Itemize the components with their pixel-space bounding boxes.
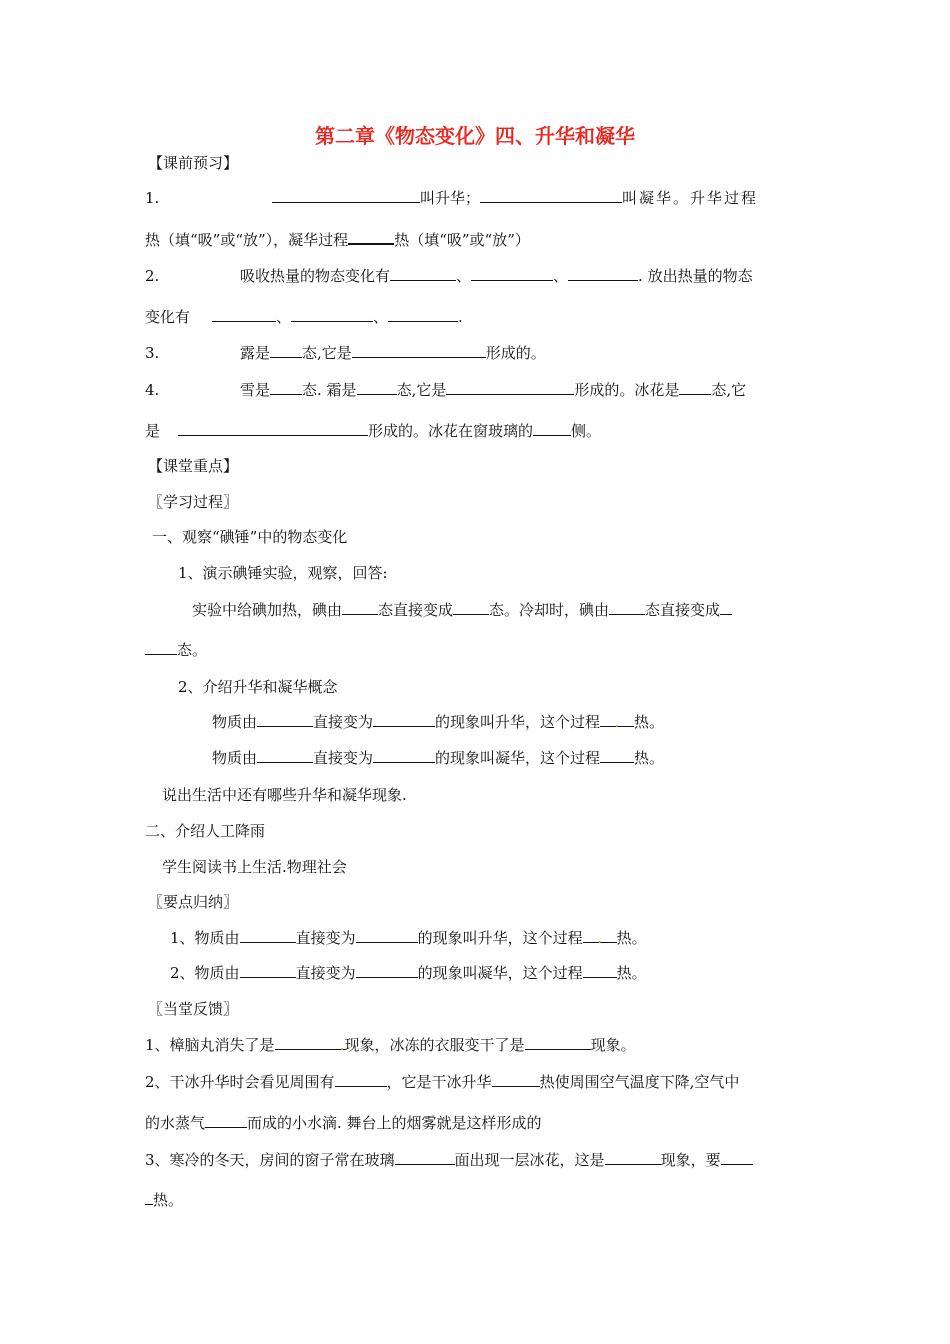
concept-text-heat: 热。 bbox=[616, 964, 647, 982]
summary-label: 〖要点归纳〗 bbox=[148, 893, 239, 911]
section-preview-heading: 【课前预习】 bbox=[148, 154, 239, 172]
observe-step-1: 1、演示碘锤实验，观察，回答: bbox=[178, 564, 388, 582]
feedback-text: 2、干冰升华时会看见周围有 bbox=[145, 1073, 335, 1091]
blank[interactable] bbox=[492, 1072, 540, 1087]
q4-line-2 bbox=[145, 421, 601, 441]
blank[interactable] bbox=[352, 343, 486, 358]
rain-heading: 二、介绍人工降雨 bbox=[145, 822, 266, 840]
blank[interactable] bbox=[600, 748, 634, 763]
q1-text-a: 叫升华； bbox=[420, 189, 481, 207]
separator: 、 bbox=[553, 267, 569, 285]
blank[interactable] bbox=[212, 307, 276, 322]
blank[interactable] bbox=[356, 963, 418, 978]
exp-text-e: 态。 bbox=[177, 641, 208, 659]
exp-text-a: 实验中给碘加热，碘由 bbox=[192, 601, 343, 619]
concept-text-c: 的现象叫升华，这个过程 bbox=[417, 929, 583, 947]
blank[interactable] bbox=[720, 600, 732, 615]
blank[interactable] bbox=[145, 640, 177, 655]
concept-text-c: 的现象叫凝华，这个过程 bbox=[435, 749, 601, 767]
feedback-text: 3、寒冷的冬天，房间的窗子常在玻璃 bbox=[145, 1151, 395, 1169]
blank[interactable] bbox=[525, 1035, 591, 1050]
q4-number: 4. bbox=[145, 381, 160, 399]
blank[interactable] bbox=[205, 1113, 247, 1128]
experiment-line-2 bbox=[145, 640, 207, 660]
q1-number: 1. bbox=[145, 189, 160, 207]
concept-text-heat: 热。 bbox=[616, 929, 647, 947]
summary-item-1 bbox=[170, 928, 647, 948]
concept-text-a: 物质由 bbox=[194, 929, 240, 947]
concept-text-a: 物质由 bbox=[194, 964, 240, 982]
rain-read: 学生阅读书上生活.物理社会 bbox=[162, 858, 347, 876]
separator: 、 bbox=[373, 308, 389, 326]
q4-line bbox=[240, 380, 746, 400]
q4-text-b: 态. 霜是 bbox=[302, 381, 357, 399]
q1-line-2 bbox=[145, 229, 530, 250]
q2-line bbox=[240, 266, 753, 286]
concept-text-b: 直接变为 bbox=[295, 964, 356, 982]
q4-text-e: 态,它 bbox=[711, 381, 747, 399]
q3-text-c: 形成的。 bbox=[485, 344, 546, 362]
blank[interactable] bbox=[270, 380, 302, 395]
blank[interactable] bbox=[568, 266, 638, 281]
concept-text-a: 物质由 bbox=[212, 749, 258, 767]
mark-dot: . bbox=[614, 713, 620, 731]
blank[interactable] bbox=[480, 188, 622, 203]
feedback-text: 热使周围空气温度下降,空气中 bbox=[539, 1073, 740, 1091]
blank[interactable] bbox=[257, 712, 313, 727]
blank[interactable] bbox=[357, 380, 397, 395]
period: . bbox=[458, 308, 463, 326]
mark-dot: . bbox=[339, 1036, 345, 1054]
concept-deposition bbox=[212, 748, 664, 768]
blank[interactable] bbox=[388, 307, 458, 322]
blank[interactable] bbox=[373, 748, 435, 763]
q2-number: 2. bbox=[145, 267, 160, 285]
summary-num: 2、 bbox=[170, 964, 195, 982]
q4-text-h: 侧。 bbox=[571, 422, 602, 440]
blank[interactable] bbox=[257, 748, 313, 763]
feedback-2 bbox=[145, 1072, 739, 1092]
q1-text-b: 叫凝华。升华过程 bbox=[622, 189, 759, 207]
q4-text-c: 态,它是 bbox=[396, 381, 447, 399]
blank[interactable] bbox=[605, 1150, 661, 1165]
process-label: 〖学习过程〗 bbox=[148, 493, 239, 511]
observe-step-2: 2、介绍升华和凝华概念 bbox=[178, 678, 338, 696]
q1-text-d: 热（填“吸”或“放”） bbox=[394, 231, 530, 249]
feedback-text: 现象，要 bbox=[660, 1151, 721, 1169]
blank[interactable] bbox=[600, 712, 634, 731]
mark-dot: . bbox=[597, 929, 602, 947]
blank[interactable] bbox=[373, 712, 435, 727]
concept-text-heat: 热。 bbox=[634, 713, 665, 731]
blank[interactable] bbox=[178, 421, 368, 436]
q4-text-g: 形成的。冰花在窗玻璃的 bbox=[368, 422, 534, 440]
concept-text-c: 的现象叫升华，这个过程 bbox=[435, 713, 601, 731]
separator: 、 bbox=[456, 267, 472, 285]
q4-text-a: 雪是 bbox=[240, 381, 271, 399]
blank[interactable] bbox=[342, 600, 378, 615]
blank[interactable] bbox=[446, 380, 574, 395]
life-question: 说出生活中还有哪些升华和凝华现象. bbox=[162, 786, 407, 804]
page-title: 第二章《物态变化》四、升华和凝华 bbox=[315, 124, 635, 148]
q3-text-b: 态,它是 bbox=[302, 344, 352, 362]
feedback-label: 〖当堂反馈〗 bbox=[148, 1000, 239, 1018]
q3-text-a: 露是 bbox=[240, 344, 271, 362]
blank[interactable] bbox=[356, 928, 418, 943]
summary-item-2 bbox=[170, 963, 647, 983]
concept-text-a: 物质由 bbox=[212, 713, 258, 731]
feedback-text: 热。 bbox=[153, 1191, 184, 1209]
blank[interactable] bbox=[583, 963, 617, 978]
section-key-heading: 【课堂重点】 bbox=[148, 457, 239, 475]
blank[interactable] bbox=[291, 307, 373, 322]
q4-text-d: 形成的。冰花是 bbox=[574, 381, 680, 399]
blank[interactable] bbox=[533, 421, 571, 436]
experiment-line bbox=[192, 600, 732, 620]
q2-text-b: . 放出热量的物态 bbox=[638, 267, 753, 285]
blank[interactable] bbox=[335, 1072, 387, 1087]
separator: 、 bbox=[276, 308, 292, 326]
q2-line-2 bbox=[145, 307, 463, 327]
blank[interactable] bbox=[275, 1035, 345, 1054]
blank[interactable] bbox=[721, 1150, 753, 1165]
blank[interactable] bbox=[395, 1150, 455, 1165]
exp-text-c: 态。冷却时，碘由 bbox=[489, 601, 610, 619]
concept-text-b: 直接变为 bbox=[313, 713, 374, 731]
summary-num: 1、 bbox=[170, 929, 195, 947]
feedback-text: 1、樟脑丸消失了是 bbox=[145, 1036, 275, 1054]
q2-text-c: 变化有 bbox=[145, 308, 191, 326]
blank[interactable] bbox=[240, 963, 296, 978]
q4-text-f: 是 bbox=[145, 422, 161, 440]
feedback-3-line-2 bbox=[145, 1190, 183, 1210]
blank[interactable] bbox=[390, 266, 456, 281]
observe-heading: 一、观察“碘锤”中的物态变化 bbox=[152, 528, 348, 546]
concept-text-heat: 热。 bbox=[634, 749, 665, 767]
feedback-text: 面出现一层冰花，这是 bbox=[454, 1151, 605, 1169]
q1-text-c: 热（填“吸”或“放”），凝华过程 bbox=[145, 231, 349, 249]
feedback-text: 而成的小水滴. 舞台上的烟雾就是这样形成的 bbox=[247, 1114, 542, 1132]
concept-text-b: 直接变为 bbox=[313, 749, 374, 767]
concept-text-c: 的现象叫凝华，这个过程 bbox=[417, 964, 583, 982]
blank[interactable] bbox=[145, 1190, 153, 1205]
feedback-text: 的水蒸气 bbox=[145, 1114, 206, 1132]
feedback-text: ，它是干冰升华 bbox=[386, 1073, 492, 1091]
exp-text-d: 态直接变成 bbox=[645, 601, 721, 619]
blank[interactable] bbox=[272, 188, 420, 203]
blank[interactable] bbox=[471, 266, 553, 281]
q1-line bbox=[272, 188, 758, 208]
exp-text-b: 态直接变成 bbox=[378, 601, 454, 619]
q2-text-a: 吸收热量的物态变化有 bbox=[240, 267, 391, 285]
concept-text-b: 直接变为 bbox=[295, 929, 356, 947]
blank[interactable] bbox=[348, 229, 394, 245]
feedback-2-line-2 bbox=[145, 1113, 542, 1133]
blank[interactable] bbox=[583, 928, 617, 947]
feedback-text: 现象。 bbox=[590, 1036, 636, 1054]
blank[interactable] bbox=[240, 928, 296, 943]
feedback-3 bbox=[145, 1150, 753, 1170]
feedback-1 bbox=[145, 1035, 636, 1055]
blank[interactable] bbox=[609, 600, 645, 615]
concept-sublimation bbox=[212, 712, 664, 732]
blank[interactable] bbox=[270, 343, 302, 358]
q3-number: 3. bbox=[145, 344, 160, 362]
blank[interactable] bbox=[453, 600, 489, 615]
feedback-text: 现象，冰冻的衣服变干了是 bbox=[344, 1036, 525, 1054]
blank[interactable] bbox=[679, 380, 711, 395]
q3-line bbox=[240, 343, 546, 363]
